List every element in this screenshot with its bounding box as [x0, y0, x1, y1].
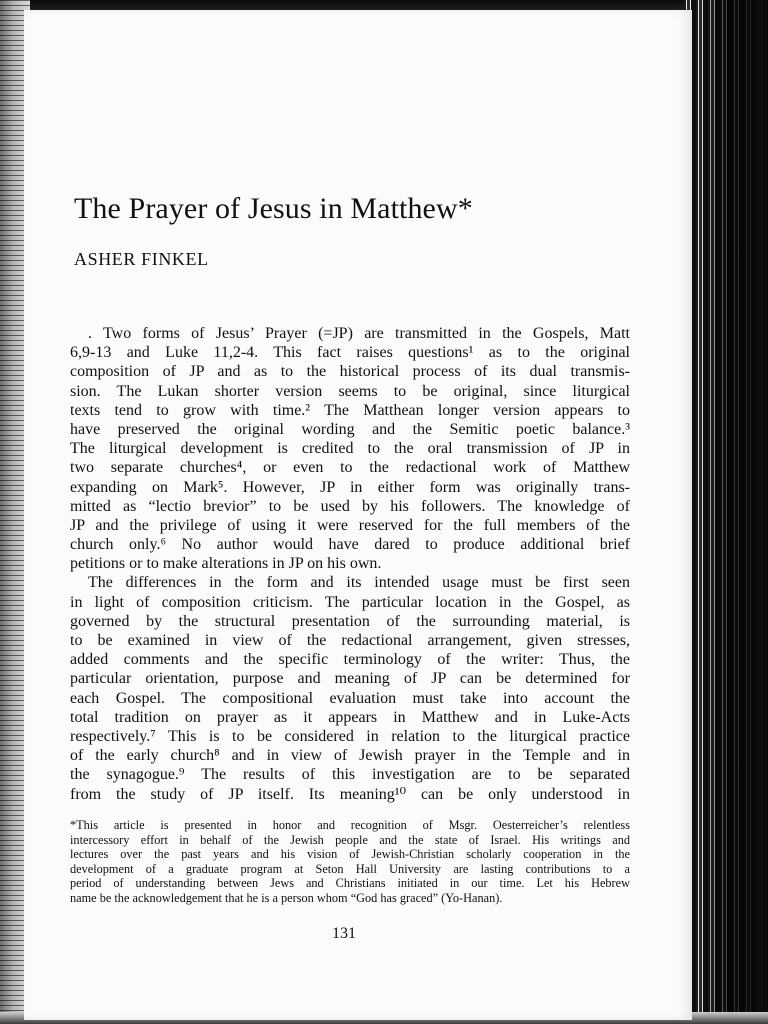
body-line: composition of JP and as to the historical process of its dual transmis-	[70, 363, 630, 381]
spine-shadow	[700, 0, 768, 1024]
body-line: from the study of JP itself. Its meaning¹⁰ can be only understood in	[70, 785, 630, 803]
body-line: JP and the privilege of using it were reserved for the full members of the	[70, 516, 630, 534]
body-line: to be examined in view of the redactional arrangement, given stresses,	[70, 632, 630, 649]
footnote	[70, 818, 630, 905]
body-line: The liturgical development is credited to the oral transmission of JP in	[70, 440, 630, 458]
body-line: total tradition on prayer as it appears in Matthew and in Luke-Acts	[70, 708, 630, 726]
page-number: 131	[332, 925, 356, 942]
body-line: two separate churches⁴, or even to the redactional work of Matthew	[70, 459, 630, 477]
article-title: The Prayer of Jesus in Matthew*	[74, 192, 473, 225]
footnote-line: period of understanding between Jews and Christians initiated in our time. Let his Hebrew	[70, 876, 630, 890]
body-line: added comments and the specific terminology of the writer: Thus, the	[70, 651, 630, 669]
body-line: 6,9-13 and Luke 11,2-4. This fact raises questions¹ as to the original	[70, 344, 630, 362]
article-body	[70, 324, 630, 804]
body-line: the synagogue.⁹ The results of this investigation are to be separated	[70, 766, 630, 784]
body-line: respectively.⁷ This is to be considered in relation to the liturgical practice	[70, 727, 630, 745]
footnote-line: *This article is presented in honor and recognition of Msgr. Oesterreicher’s relentless	[70, 818, 630, 832]
body-line: mitted as “lectio brevior” to be used by his followers. The knowledge of	[70, 497, 630, 515]
body-line: governed by the structural presentation of the surrounding material, is	[70, 612, 630, 630]
article-author: ASHER FINKEL	[74, 249, 209, 269]
body-line: expanding on Mark⁵. However, JP in either form was originally trans-	[70, 478, 630, 496]
footnote-line: intercessory effort in behalf of the Jewish people and the state of Israel. His writings and	[70, 832, 630, 847]
body-line: church only.⁶ No author would have dared to produce additional brief	[70, 536, 630, 554]
body-line: particular orientation, purpose and meaning of JP can be determined for	[70, 670, 630, 688]
body-line: petitions or to make alterations in JP on his own.	[70, 555, 382, 573]
footnote-line: name be the acknowledgement that he is a person whom “God has graced” (Yo-Hanan).	[70, 890, 503, 905]
body-line: texts tend to grow with time.² The Matthean longer version appears to	[70, 401, 630, 419]
body-line: The differences in the form and its intended usage must be first seen	[88, 574, 630, 592]
body-line: of the early church⁸ and in view of Jewish prayer in the Temple and in	[70, 747, 630, 765]
body-line: each Gospel. The compositional evaluation must take into account the	[70, 689, 630, 707]
body-line: sion. The Lukan shorter version seems to be original, since liturgical	[70, 382, 630, 400]
body-line: in light of composition criticism. The particular location in the Gospel, as	[70, 593, 630, 611]
body-line: . Two forms of Jesus’ Prayer (=JP) are transmitted in the Gospels, Matt	[88, 325, 630, 342]
body-line: have preserved the original wording and the Semitic poetic balance.³	[70, 420, 630, 438]
footnote-line: development of a graduate program at Seton Hall University are lasting contributions to a	[70, 861, 630, 876]
footnote-line: lectures over the past years and his vision of Jewish-Christian scholarly cooperation in the	[70, 847, 630, 861]
